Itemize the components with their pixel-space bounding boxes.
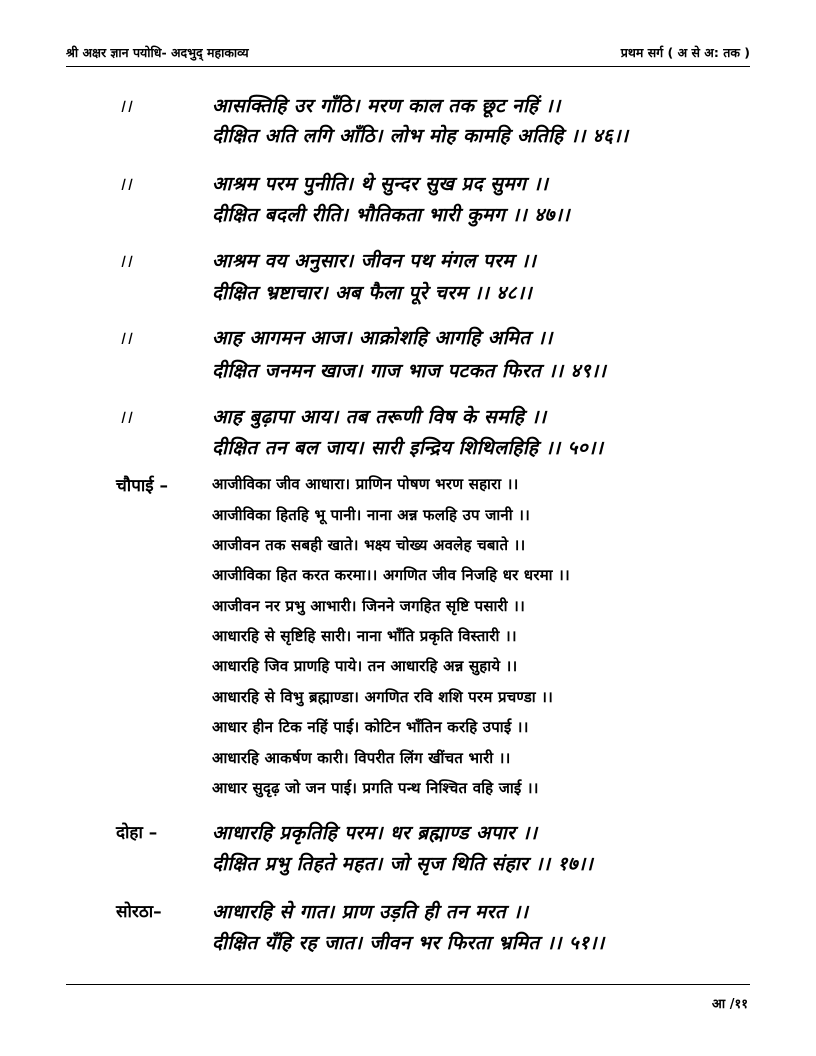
footer-divider [66, 984, 750, 985]
chaupai-line: आजीवन नर प्रभु आभारी। जिनने जगहित सृष्टि पसारी ।। [212, 597, 525, 615]
stanza-line: दीक्षित भ्रष्टाचार। अब फैला पूरे चरम ।। ४८।। [212, 282, 533, 304]
chaupai-line: आधारहि से सृष्टिहि सारी। नाना भाँति प्रकृति विस्तारी ।। [212, 627, 517, 645]
stanza-marker: ।। [118, 251, 132, 272]
stanza-line: आसक्तिहि उर गाँठि। मरण काल तक छूट नहिं ।। [212, 95, 561, 117]
stanza-line: दीक्षित अति लगि आँठि। लोभ मोह कामहि अतिहि ।। ४६।। [212, 125, 629, 147]
soratha-line: आधारहि से गात। प्राण उड़ति ही तन मरत ।। [212, 901, 529, 923]
stanza-line: दीक्षित बदली रीति। भौतिकता भारी कुमग ।। ४७।। [212, 204, 571, 226]
chaupai-line: आधार हीन टिक नहिं पाई। कोटिन भाँतिन करहि उपाई ।। [212, 718, 529, 736]
doha-line: आधारहि प्रकृतिहि परम। धर ब्रह्माण्ड अपार ।। [212, 822, 538, 844]
soratha-label: सोरठा– [116, 902, 162, 922]
stanza-line: आश्रम परम पुनीति। थे सुन्दर सुख प्रद सुमग ।। [212, 173, 549, 195]
chaupai-line: आधार सुदृढ़ जो जन पाई। प्रगति पन्थ निश्चित वहि जाई ।। [212, 779, 539, 797]
chaupai-line: आजीविका हितहि भू पानी। नाना अन्न फलहि उप जानी ।। [212, 506, 531, 524]
soratha-line: दीक्षित यँहि रह जात। जीवन भर फिरता भ्रमित ।। ५१।। [212, 932, 605, 954]
stanza-line: दीक्षित तन बल जाय। सारी इन्द्रिय शिथिलहिहि ।। ५०।। [212, 437, 604, 459]
book-title: श्री अक्षर ज्ञान पयोधि- अदभुद् महाकाव्य [66, 45, 249, 60]
chaupai-line: आधारहि आकर्षण कारी। विपरीत लिंग खींचत भारी ।। [212, 749, 511, 767]
doha-label: दोहा – [116, 823, 158, 843]
chaupai-line: आजीविका हित करत करमा।। अगणित जीव निजहि धर धरमा ।। [212, 566, 570, 584]
stanza-marker: ।। [118, 407, 132, 428]
page-header [66, 40, 750, 67]
chaupai-label: चौपाई – [116, 476, 169, 496]
stanza-marker: ।। [118, 96, 132, 117]
doha-line: दीक्षित प्रभु तिहते महत। जो सृज थिति संहार ।। १७।। [212, 853, 594, 875]
stanza-marker: ।। [118, 174, 132, 195]
stanza-line: आह आगमन आज। आक्रोशहि आगहि अमित ।। [212, 327, 553, 349]
chaupai-line: आजीविका जीव आधारा। प्राणिन पोषण भरण सहारा ।। [212, 475, 519, 493]
stanza-line: आश्रम वय अनुसार। जीवन पथ मंगल परम ।। [212, 250, 537, 272]
page-number: आ /११ [711, 997, 748, 1012]
chaupai-line: आधारहि से विभु ब्रह्माण्डा। अगणित रवि शशि परम प्रचण्डा ।। [212, 688, 554, 706]
stanza-marker: ।। [118, 328, 132, 349]
chapter-title: प्रथम सर्ग ( अ से अ: तक ) [620, 45, 750, 60]
chaupai-line: आजीवन तक सबही खाते। भक्ष्य चोख्य अवलेह चबाते ।। [212, 536, 526, 554]
stanza-line: आह बुढ़ापा आय। तब तरूणी विष के समहि ।। [212, 406, 547, 428]
chaupai-line: आधारहि जिव प्राणहि पाये। तन आधारहि अन्न सुहाये ।। [212, 657, 518, 675]
stanza-line: दीक्षित जनमन खाज। गाज भाज पटकत फिरत ।। ४९।। [212, 360, 607, 382]
